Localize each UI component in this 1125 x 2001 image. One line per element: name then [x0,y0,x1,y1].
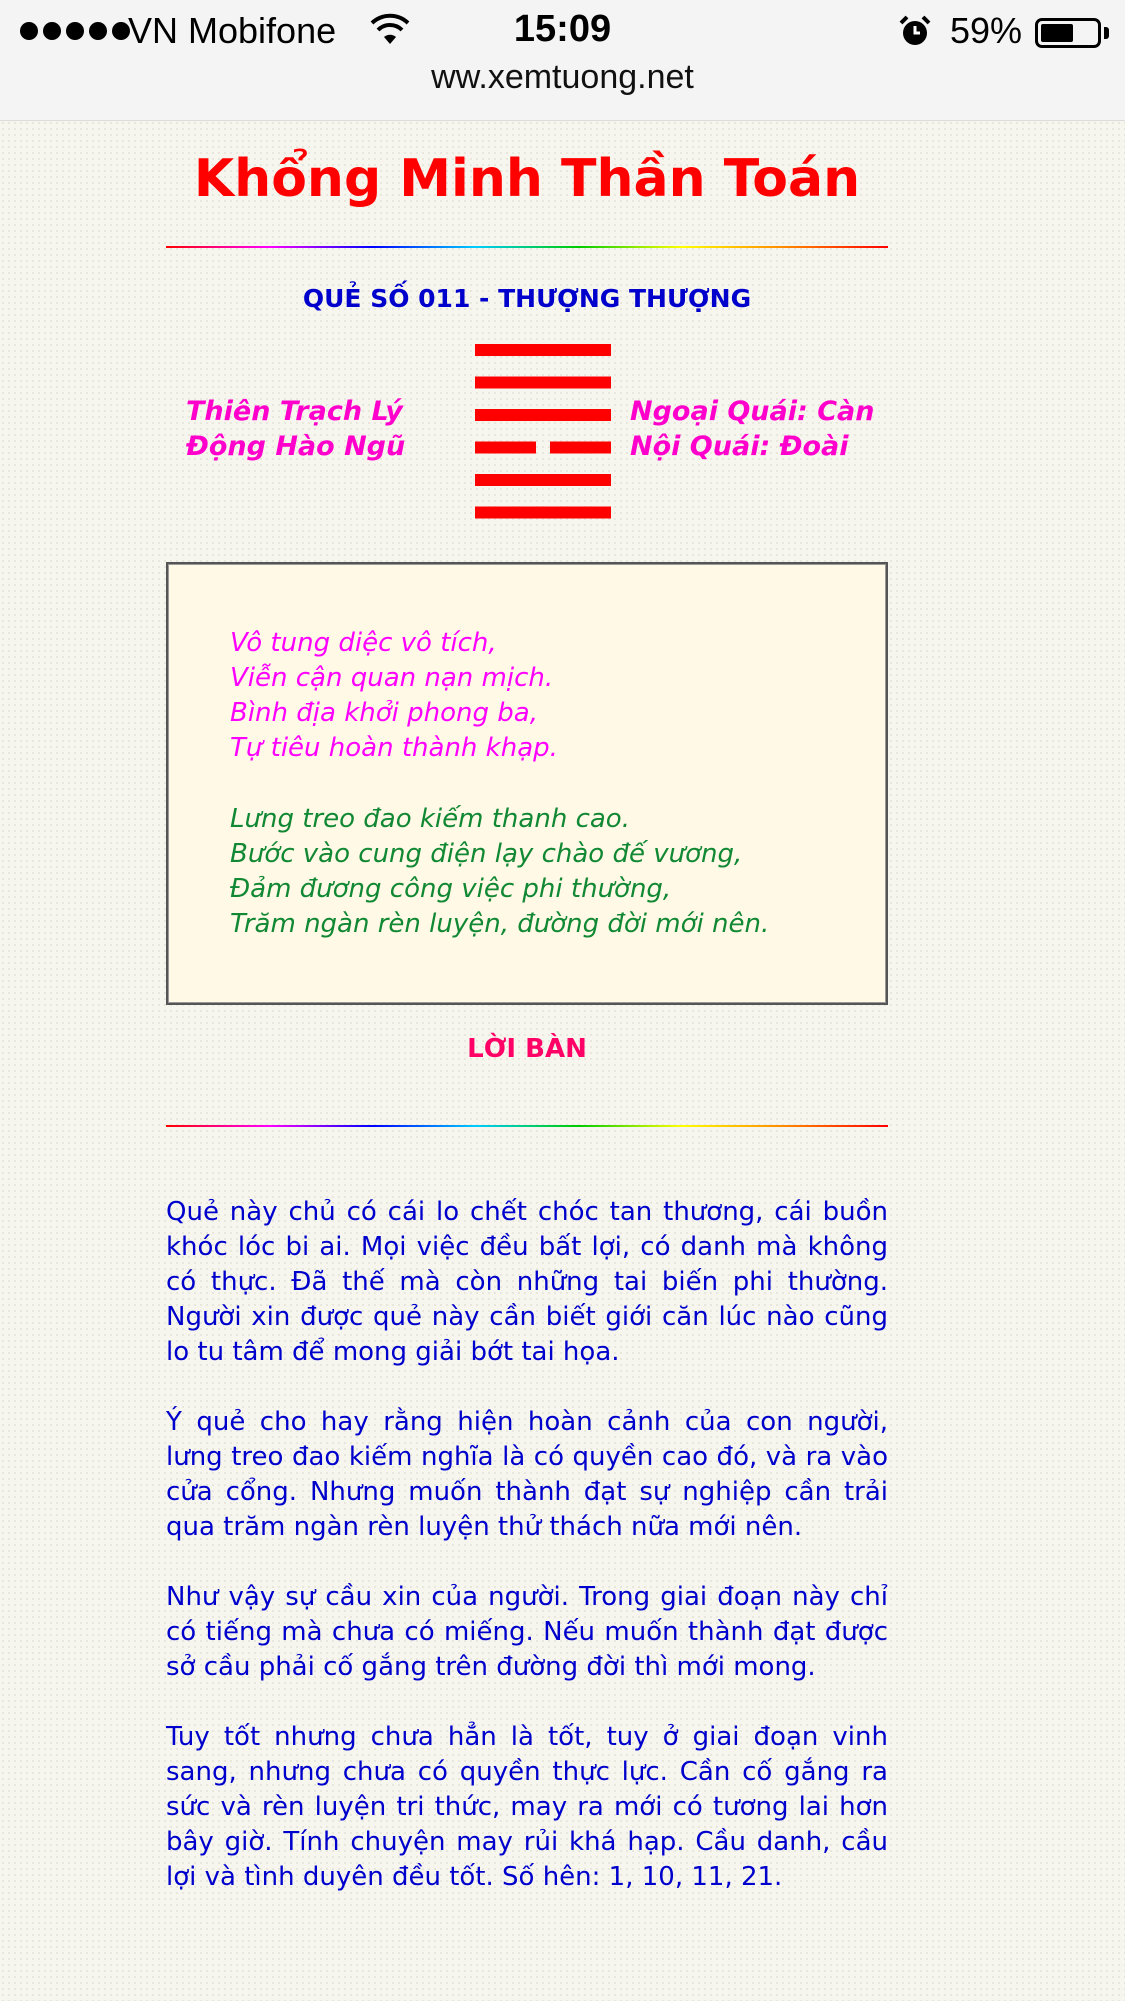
clock-time: 15:09 [513,8,612,50]
url-bar[interactable]: ww.xemtuong.net [431,58,694,96]
commentary-paragraph: Như vậy sự cầu xin của người. Trong giai đoạn này chỉ có tiếng mà chưa có miếng. Nếu muốn thành đạt được sở cầu phải cố gắng trên đường đời thì mới mong. [166,1582,888,1682]
hexagram-number-title: QUẺ SỐ 011 - THƯỢNG THƯỢNG [302,284,752,313]
alarm-icon [898,14,932,48]
rainbow-divider [166,1125,888,1127]
poem-line: Bình địa khởi phong ba, [230,698,538,728]
hexagram-line-1 [475,344,611,356]
page-content [166,120,888,1930]
hexagram-line-3 [475,409,611,421]
hexagram-row [166,344,888,522]
poem-line: Vô tung diệc vô tích, [230,628,497,658]
commentary-paragraph: Quẻ này chủ có cái lo chết chóc tan thương, cái buồn khóc lóc bi ai. Mọi việc đều bất lợi, có danh mà không có thực. Đã thế mà còn những tai biến phi thường. Người xin được quẻ này cần biết giới căn lúc nào cũng lo tu tâm để mong giải bớt tai họa. [166,1197,888,1367]
poem-line: Bước vào cung điện lạy chào đế vương, [230,839,743,869]
hexagram-line-2 [475,377,611,389]
page-title: Khổng Minh Thần Toán [193,149,861,209]
outer-trigram: Ngoại Quái: Càn [630,396,875,427]
poem-spacer [230,766,886,802]
rainbow-divider [166,246,888,248]
carrier-name: VN Mobifone [128,10,337,51]
hexagram-lines-icon [475,344,611,522]
hexagram-line-6 [475,507,611,519]
status-bar [0,0,1125,121]
commentary-body [166,1195,888,1895]
inner-trigram: Nội Quái: Đoài [630,431,849,462]
hexagram-line-4-seg2 [550,442,611,454]
commentary-paragraph: Tuy tốt nhưng chưa hẳn là tốt, tuy ở giai đoạn vinh sang, nhưng chưa có quyền thực lực. Cần cố gắng ra sức và rèn luyện tri thức, may ra mới có tương lai hơn bây giờ. Tính chuyện may rủi khá hạp. Cầu danh, cầu lợi và tình duyên đều tốt. Số hên: 1, 10, 11, 21. [166,1722,888,1892]
hexagram-line-4-seg1 [475,442,536,454]
trigram-info [630,394,890,464]
poem-line: Lưng treo đao kiếm thanh cao. [230,804,630,834]
commentary-paragraph: Ý quẻ cho hay rằng hiện hoàn cảnh của con người, lưng treo đao kiếm nghĩa là có quyền cao đó, và ra vào cửa cổng. Nhưng muốn thành đạt sự nghiệp cần trải qua trăm ngàn rèn luyện thử thách nữa mới nên. [166,1407,888,1542]
hexagram-name: Thiên Trạch Lý [186,396,403,427]
commentary-heading: LỜI BÀN [467,1034,587,1064]
poem-box [166,562,888,1005]
battery-fill [1041,24,1073,42]
battery-tip [1104,27,1109,39]
poem-line: Trăm ngàn rèn luyện, đường đời mới nên. [230,909,770,939]
hexagram-symbol [475,344,611,522]
status-row [0,6,1125,58]
hexagram-line-5 [475,474,611,486]
hexagram-names [186,394,426,464]
battery-percent: 59% [950,10,1023,51]
poem-line: Viễn cận quan nạn mịch. [230,663,554,693]
moving-line: Động Hào Ngũ [186,431,406,462]
poem-line: Đảm đương công việc phi thường, [230,874,672,904]
battery-icon [1035,18,1101,48]
poem-line: Tự tiêu hoàn thành khạp. [230,733,558,763]
